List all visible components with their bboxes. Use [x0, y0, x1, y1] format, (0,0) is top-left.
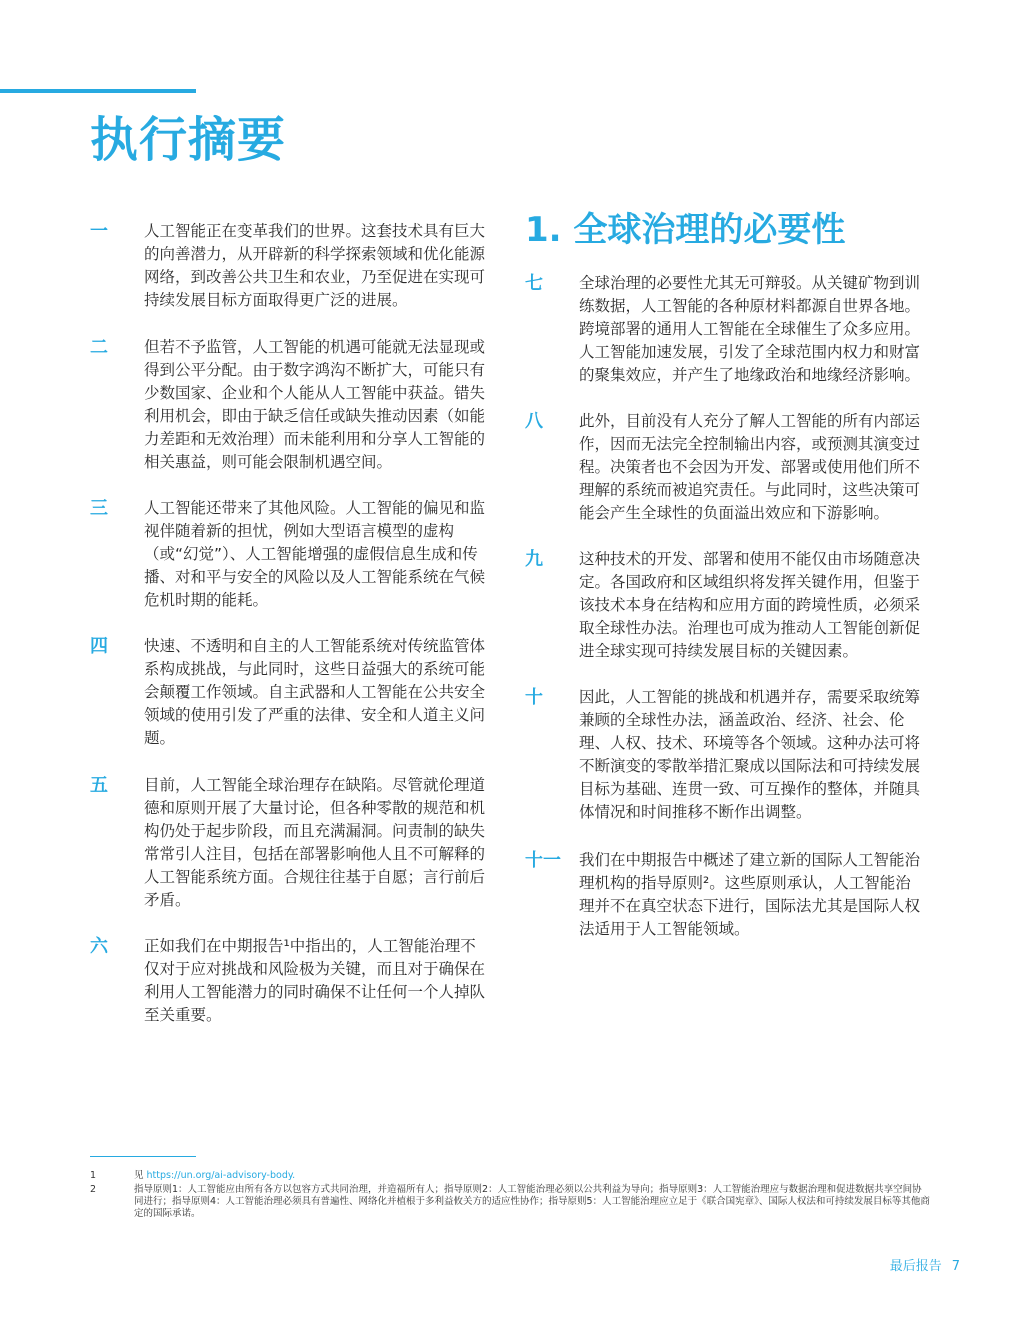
paragraph-number: 四 — [90, 636, 108, 657]
paragraph-number: 七 — [525, 273, 543, 294]
paragraph-text: 人工智能还带来了其他风险。人工智能的偏见和监视伴随着新的担忧，例如大型语言模型的虚构（或“幻觉”）、人工智能增强的虚假信息生成和传播、对和平与安全的风险以及人工智能系统在气候危机时期的能耗。 — [144, 499, 486, 609]
paragraph-5 — [90, 774, 490, 912]
paragraph-number: 六 — [90, 936, 108, 957]
paragraph-number: 十一 — [525, 850, 561, 871]
footnote-rule — [90, 1156, 196, 1157]
paragraph-number: 五 — [90, 775, 108, 796]
footnote-1 — [90, 1170, 930, 1182]
paragraph-text: 但若不予监管，人工智能的机遇可能就无法显现或得到公平分配。由于数字鸿沟不断扩大，可能只有少数国家、企业和个人能从人工智能中获益。错失利用机会，即由于缺乏信任或缺失推动因素（如能力差距和无效治理）而未能利用和分享人工智能的相关惠益，则可能会限制机遇空间。 — [144, 338, 486, 471]
paragraph-7 — [525, 272, 925, 387]
paragraph-number: 八 — [525, 411, 543, 432]
paragraph-text: 快速、不透明和自主的人工智能系统对传统监管体系构成挑战，与此同时，这些日益强大的系统可能会颠覆工作领域。自主武器和人工智能在公共安全领域的使用引发了严重的法律、安全和人道主义问题。 — [144, 637, 486, 747]
footnote-2 — [90, 1184, 930, 1220]
paragraph-6 — [90, 935, 490, 1027]
footer-label: 最后报告 — [889, 1259, 942, 1274]
footnote-text — [90, 1170, 930, 1182]
paragraph-text: 目前，人工智能全球治理存在缺陷。尽管就伦理道德和原则开展了大量讨论，但各种零散的规范和机构仍处于起步阶段，而且充满漏洞。问责制的缺失常常引人注目，包括在部署影响他人且不可解释的人工智能系统方面。合规往往基于自愿；言行前后矛盾。 — [144, 776, 486, 909]
paragraph-11 — [525, 849, 925, 941]
paragraph-text: 这种技术的开发、部署和使用不能仅由市场随意决定。各国政府和区域组织将发挥关键作用，但鉴于该技术本身在结构和应用方面的跨境性质，必须采取全球性办法。治理也可成为推动人工智能创新促进全球实现可持续发展目标的关键因素。 — [579, 550, 921, 660]
paragraph-10 — [525, 686, 925, 824]
paragraph-number: 三 — [90, 498, 108, 519]
paragraph-9 — [525, 548, 925, 663]
paragraph-number: 十 — [525, 687, 543, 708]
top-accent-rule — [0, 89, 196, 93]
footnote-number: 1 — [90, 1170, 97, 1181]
paragraph-text: 人工智能正在变革我们的世界。这套技术具有巨大的向善潜力，从开辟新的科学探索领域和优化能源网络，到改善公共卫生和农业，乃至促进在实现可持续发展目标方面取得更广泛的进展。 — [144, 222, 486, 309]
section-heading: 1. 全球治理的必要性 — [525, 210, 846, 250]
paragraph-number: 二 — [90, 337, 108, 358]
footnote-prefix: 见 — [134, 1170, 147, 1181]
paragraph-text: 因此，人工智能的挑战和机遇并存，需要采取统筹兼顾的全球性办法，涵盖政治、经济、社会、伦理、人权、技术、环境等各个领域。这种办法可将不断演变的零散举措汇聚成以国际法和可持续发展目标为基础、连贯一致、可互操作的整体，并随具体情况和时间推移不断作出调整。 — [579, 688, 921, 821]
paragraph-2 — [90, 336, 490, 474]
footnote-text: 指导原则1：人工智能应由所有各方以包容方式共同治理，并造福所有人；指导原则2：人工智能治理必须以公共利益为导向；指导原则3：人工智能治理应与数据治理和促进数据共享空间协同进行；指导原则4：人工智能治理必须具有普遍性、网络化并植根于多利益攸关方的适应性协作；指导原则5：人工智能治理应立足于《联合国宪章》、国际人权法和可持续发展目标等其他商定的国际承诺。 — [134, 1184, 930, 1219]
page-title: 执行摘要 — [90, 112, 287, 168]
paragraph-number: 九 — [525, 549, 543, 570]
page-number: 7 — [951, 1259, 960, 1274]
paragraph-1 — [90, 220, 490, 312]
paragraph-text: 全球治理的必要性尤其无可辩驳。从关键矿物到训练数据，人工智能的各种原材料都源自世界各地。跨境部署的通用人工智能在全球催生了众多应用。人工智能加速发展，引发了全球范围内权力和财富的聚集效应，并产生了地缘政治和地缘经济影响。 — [579, 274, 921, 384]
paragraph-8 — [525, 410, 925, 525]
footnote-number: 2 — [90, 1184, 97, 1195]
footnote-link[interactable]: https://un.org/ai-advisory-body. — [146, 1170, 296, 1181]
paragraph-text: 我们在中期报告中概述了建立新的国际人工智能治理机构的指导原则²。这些原则承认，人工智能治理并不在真空状态下进行，国际法尤其是国际人权法适用于人工智能领域。 — [579, 851, 921, 938]
paragraph-4 — [90, 635, 490, 750]
paragraph-text: 此外，目前没有人充分了解人工智能的所有内部运作，因而无法完全控制输出内容，或预测其演变过程。决策者也不会因为开发、部署或使用他们所不理解的系统而被追究责任。与此同时，这些决策可能会产生全球性的负面溢出效应和下游影响。 — [579, 412, 921, 522]
paragraph-number: 一 — [90, 221, 108, 242]
paragraph-text: 正如我们在中期报告¹中指出的，人工智能治理不仅对于应对挑战和风险极为关键，而且对于确保在利用人工智能潜力的同时确保不让任何一个人掉队至关重要。 — [144, 937, 486, 1024]
paragraph-3 — [90, 497, 490, 612]
page-footer — [890, 1255, 960, 1274]
